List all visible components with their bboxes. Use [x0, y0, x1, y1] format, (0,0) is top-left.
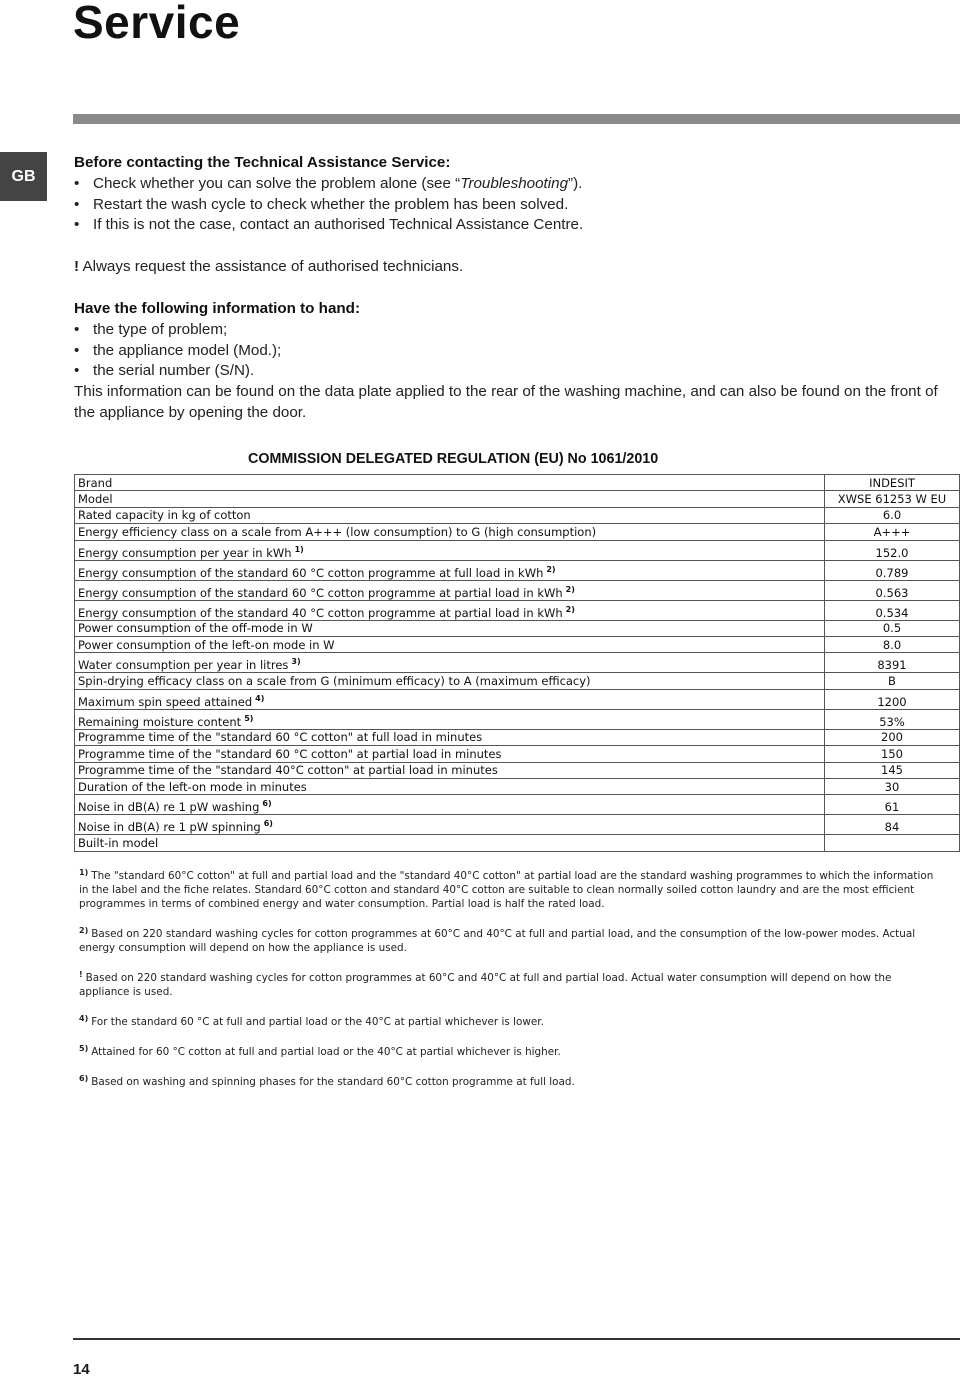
row-label: Model — [75, 491, 825, 507]
table-row — [75, 653, 960, 673]
table-row — [75, 673, 960, 689]
table-row — [75, 507, 960, 523]
row-label: Energy consumption of the standard 60 °C cotton programme at full load in kWh $^{2)}$ — [75, 560, 825, 580]
table-row — [75, 762, 960, 778]
table-row — [75, 795, 960, 815]
footnote-ref: 4) — [255, 693, 265, 703]
row-value: 6.0 — [825, 507, 960, 523]
table-row — [75, 778, 960, 794]
table-row — [75, 475, 960, 491]
row-value — [825, 835, 960, 851]
footer-divider — [73, 1338, 960, 1340]
table-row — [75, 620, 960, 636]
row-value: 0.534 — [825, 600, 960, 620]
troubleshooting-reference: Troubleshooting — [460, 174, 569, 192]
footnote-ref: 2) — [565, 584, 575, 594]
before-list — [74, 174, 944, 236]
row-value: 145 — [825, 762, 960, 778]
row-value: 200 — [825, 729, 960, 745]
footnote-ref: 5) — [244, 713, 254, 723]
row-value: 150 — [825, 746, 960, 762]
regulation-table — [74, 474, 960, 852]
row-value: 0.563 — [825, 580, 960, 600]
row-label: Energy consumption of the standard 40 °C cotton programme at partial load in kWh $^{2)}$ — [75, 600, 825, 620]
row-label: Programme time of the "standard 60 °C cotton" at partial load in minutes — [75, 746, 825, 762]
row-label: Water consumption per year in litres $^{3)}$ — [75, 653, 825, 673]
row-label: Maximum spin speed attained $^{4)}$ — [75, 689, 825, 709]
footnote-mark: 5) — [79, 1044, 89, 1053]
footnote: ! Based on 220 standard washing cycles for cotton programmes at 60°C and 40°C at full and partial load. Actual water consumption will depend on how the appliance is used. — [79, 970, 892, 998]
footnote-mark: 4) — [79, 1014, 89, 1023]
row-label: Programme time of the "standard 60 °C cotton" at full load in minutes — [75, 729, 825, 745]
language-tab: GB — [0, 152, 47, 201]
table-row — [75, 491, 960, 507]
row-value: A+++ — [825, 524, 960, 540]
info-list — [74, 320, 944, 382]
title-divider — [73, 114, 960, 124]
row-value: 30 — [825, 778, 960, 794]
row-label: Built-in model — [75, 835, 825, 851]
list-item: • the appliance model (Mod.); — [74, 341, 944, 362]
table-row — [75, 580, 960, 600]
row-label: Energy efficiency class on a scale from A+++ (low consumption) to G (high consumption) — [75, 524, 825, 540]
table-row — [75, 815, 960, 835]
footnote-mark: 1) — [79, 868, 89, 877]
table-row — [75, 746, 960, 762]
service-content — [74, 153, 944, 424]
footnotes — [79, 866, 939, 1102]
footnote-ref: 2) — [546, 564, 556, 574]
footnote: $^{6)}$ Based on washing and spinning phases for the standard 60°C cotton programme at full load. — [79, 1074, 575, 1088]
table-row — [75, 709, 960, 729]
row-label: Noise in dB(A) re 1 pW spinning $^{6)}$ — [75, 815, 825, 835]
row-label: Energy consumption of the standard 60 °C cotton programme at partial load in kWh $^{2)}$ — [75, 580, 825, 600]
row-value: B — [825, 673, 960, 689]
before-heading: Before contacting the Technical Assistance Service: — [74, 154, 451, 171]
row-label: Spin-drying efficacy class on a scale from G (minimum efficacy) to A (maximum efficacy) — [75, 673, 825, 689]
page-number: 14 — [73, 1361, 90, 1378]
row-label: Power consumption of the left-on mode in W — [75, 636, 825, 652]
table-row — [75, 636, 960, 652]
footnote-mark: 6) — [79, 1074, 89, 1083]
row-label: Brand — [75, 475, 825, 491]
info-heading: Have the following information to hand: — [74, 299, 361, 317]
list-item: • Restart the wash cycle to check whether the problem has been solved. — [74, 195, 944, 216]
row-value: 53% — [825, 709, 960, 729]
page-title: Service — [73, 0, 241, 48]
row-value: 61 — [825, 795, 960, 815]
row-value: 1200 — [825, 689, 960, 709]
footnote: $^{2)}$ Based on 220 standard washing cycles for cotton programmes at 60°C and 40°C at full and partial load, and the consumption of the low-power modes. Actual energy consumption will depend on how the appliance is used. — [79, 926, 916, 954]
footnote-ref: 1) — [294, 544, 304, 554]
table-row — [75, 524, 960, 540]
footnote-ref: 3) — [291, 657, 301, 667]
row-value: 0.789 — [825, 560, 960, 580]
row-label: Noise in dB(A) re 1 pW washing $^{6)}$ — [75, 795, 825, 815]
footnote: $^{4)}$ For the standard 60 °C at full and partial load or the 40°C at partial whichever is lower. — [79, 1014, 544, 1028]
row-value: 0.5 — [825, 620, 960, 636]
regulation-title: COMMISSION DELEGATED REGULATION (EU) No 1061/2010 — [248, 451, 659, 467]
warning-icon: ! — [74, 258, 80, 276]
row-value: 8391 — [825, 653, 960, 673]
row-value: INDESIT — [825, 475, 960, 491]
row-label: Rated capacity in kg of cotton — [75, 507, 825, 523]
row-value: 8.0 — [825, 636, 960, 652]
table-row — [75, 729, 960, 745]
table-row — [75, 689, 960, 709]
table-row — [75, 540, 960, 560]
row-label: Power consumption of the off-mode in W — [75, 620, 825, 636]
footnote-mark: 2) — [79, 926, 89, 935]
footnote: $^{5)}$ Attained for 60 °C cotton at full and partial load or the 40°C at partial whichever is higher. — [79, 1044, 561, 1058]
row-label: Programme time of the "standard 40°C cotton" at partial load in minutes — [75, 762, 825, 778]
footnote: $^{1)}$ The "standard 60°C cotton" at full and partial load and the "standard 40°C cotton" at partial load are the standard washing programmes to which the information in the label and the fiche relates. Standard 60°C cotton and standard 40°C cotton are suitable to clean normally soiled cotton laundry and are the most efficient programmes in terms of combined energy and water consumption. Partial load is half the rated load. — [79, 868, 934, 910]
footnote-ref: 6) — [263, 819, 273, 829]
row-label: Remaining moisture content $^{5)}$ — [75, 709, 825, 729]
info-paragraph: This information can be found on the data plate applied to the rear of the washing machine, and can also be found on the front of the appliance by opening the door. — [74, 383, 938, 421]
row-label: Energy consumption per year in kWh $^{1)}$ — [75, 540, 825, 560]
footnote-mark: ! — [79, 970, 83, 979]
table-row — [75, 560, 960, 580]
footnote-ref: 6) — [262, 799, 272, 809]
list-item: • If this is not the case, contact an authorised Technical Assistance Centre. — [74, 215, 944, 236]
row-value: 84 — [825, 815, 960, 835]
row-label: Duration of the left-on mode in minutes — [75, 778, 825, 794]
table-row — [75, 835, 960, 851]
row-value: XWSE 61253 W EU — [825, 491, 960, 507]
row-value: 152.0 — [825, 540, 960, 560]
warning-line: ! Always request the assistance of authorised technicians. — [74, 258, 464, 276]
table-row — [75, 600, 960, 620]
list-item: • the type of problem; — [74, 320, 944, 341]
list-item: • Check whether you can solve the problem alone (see “Troubleshooting”). — [74, 174, 944, 195]
list-item: • the serial number (S/N). — [74, 361, 944, 382]
footnote-ref: 2) — [565, 604, 575, 614]
